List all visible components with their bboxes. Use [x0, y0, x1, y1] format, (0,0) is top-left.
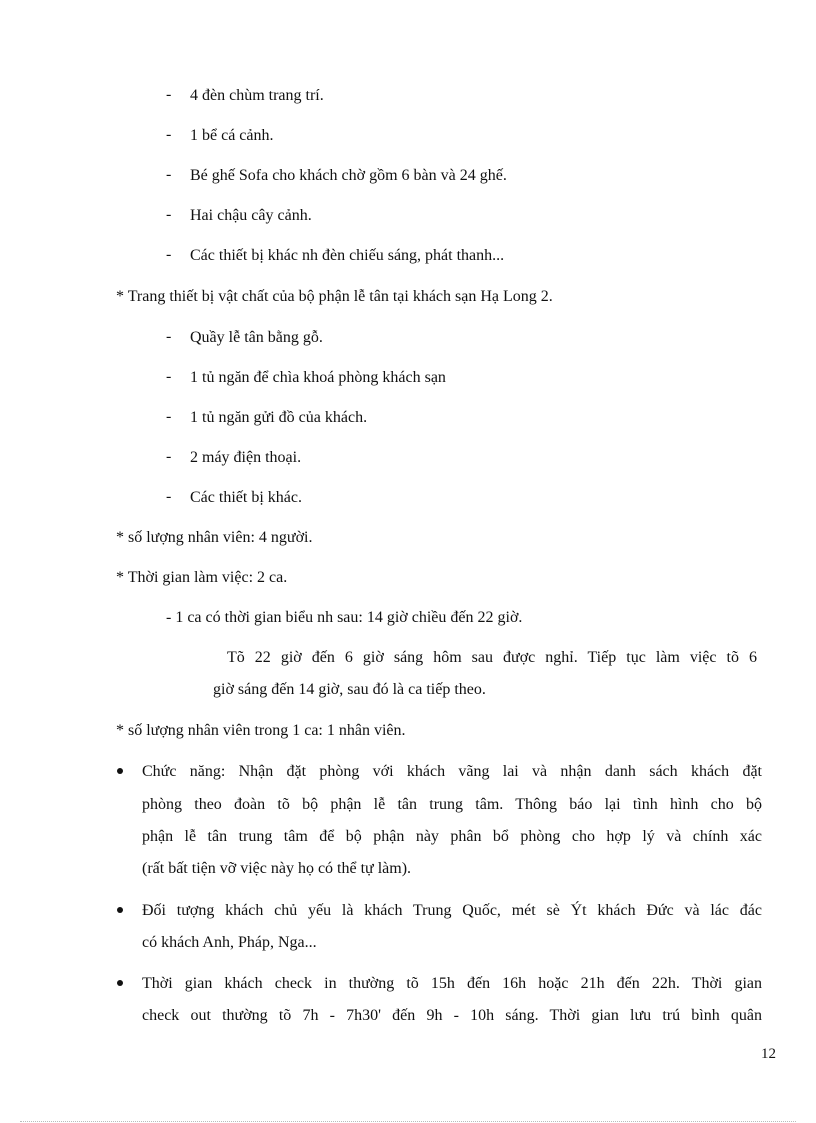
paragraph-line: check out thường tõ 7h - 7h30' đến 9h - 10h sáng. Thời gian lưu trú bình quân [142, 1007, 762, 1024]
paragraph-line: Đối tượng khách chủ yếu là khách Trung Quốc, mét sè Ýt khách Đức và lác đác [142, 902, 762, 919]
paragraph-line: Thời gian khách check in thường tõ 15h đến 16h hoặc 21h đến 22h. Thời gian [142, 975, 762, 992]
list-dash: - [166, 488, 172, 505]
page-number: 12 [761, 1046, 776, 1062]
staff-per-shift: * số lượng nhân viên trong 1 ca: 1 nhân viên. [116, 722, 406, 739]
shift-detail: Tõ 22 giờ đến 6 giờ sáng hôm sau được nghỉ. Tiếp tục làm việc tõ 6 [227, 649, 757, 666]
list-dash: - [166, 408, 172, 425]
paragraph-line: phận lễ tân trung tâm để bộ phận này phân bổ phòng cho hợp lý và chính xác [142, 828, 762, 845]
bullet-dot [117, 907, 123, 913]
list-dash: - [166, 206, 172, 223]
paragraph-line: phòng theo đoàn tõ bộ phận lễ tân trung tâm. Thông báo lại tình hình cho bộ [142, 796, 762, 813]
list-item: 1 tủ ngăn gửi đồ của khách. [190, 409, 368, 426]
paragraph-line: có khách Anh, Pháp, Nga... [142, 934, 317, 951]
list-dash: - [166, 166, 172, 183]
bullet-dot [117, 980, 123, 986]
list-item: Hai chậu cây cảnh. [190, 207, 312, 224]
shift-line: - 1 ca có thời gian biểu nh sau: 14 giờ chiều đến 22 giờ. [166, 609, 523, 626]
list-item: Quầy lễ tân bằng gỗ. [190, 329, 323, 346]
reception-heading: * Trang thiết bị vật chất của bộ phận lễ tân tại khách sạn Hạ Long 2. [116, 288, 553, 305]
shift-detail: giờ sáng đến 14 giờ, sau đó là ca tiếp theo. [213, 681, 486, 698]
list-dash: - [166, 328, 172, 345]
list-item: 4 đèn chùm trang trí. [190, 87, 324, 104]
paragraph-line: Chức năng: Nhận đặt phòng với khách vãng lai và nhận danh sách khách đặt [142, 763, 762, 780]
list-dash: - [166, 368, 172, 385]
list-dash: - [166, 448, 172, 465]
list-item: Bé ghế Sofa cho khách chờ gồm 6 bàn và 24 ghế. [190, 167, 507, 184]
footer-divider [20, 1121, 796, 1122]
list-dash: - [166, 86, 172, 103]
staff-count: * số lượng nhân viên: 4 người. [116, 529, 313, 546]
work-time: * Thời gian làm việc: 2 ca. [116, 569, 288, 586]
list-item: 2 máy điện thoại. [190, 449, 302, 466]
list-dash: - [166, 126, 172, 143]
bullet-dot [117, 768, 123, 774]
list-item: 1 tủ ngăn để chìa khoá phòng khách sạn [190, 369, 446, 386]
paragraph-line: (rất bất tiện vỡ việc này họ có thể tự làm). [142, 860, 412, 877]
list-item: 1 bể cá cảnh. [190, 127, 274, 144]
list-dash: - [166, 246, 172, 263]
list-item: Các thiết bị khác nh đèn chiếu sáng, phát thanh... [190, 247, 505, 264]
list-item: Các thiết bị khác. [190, 489, 302, 506]
